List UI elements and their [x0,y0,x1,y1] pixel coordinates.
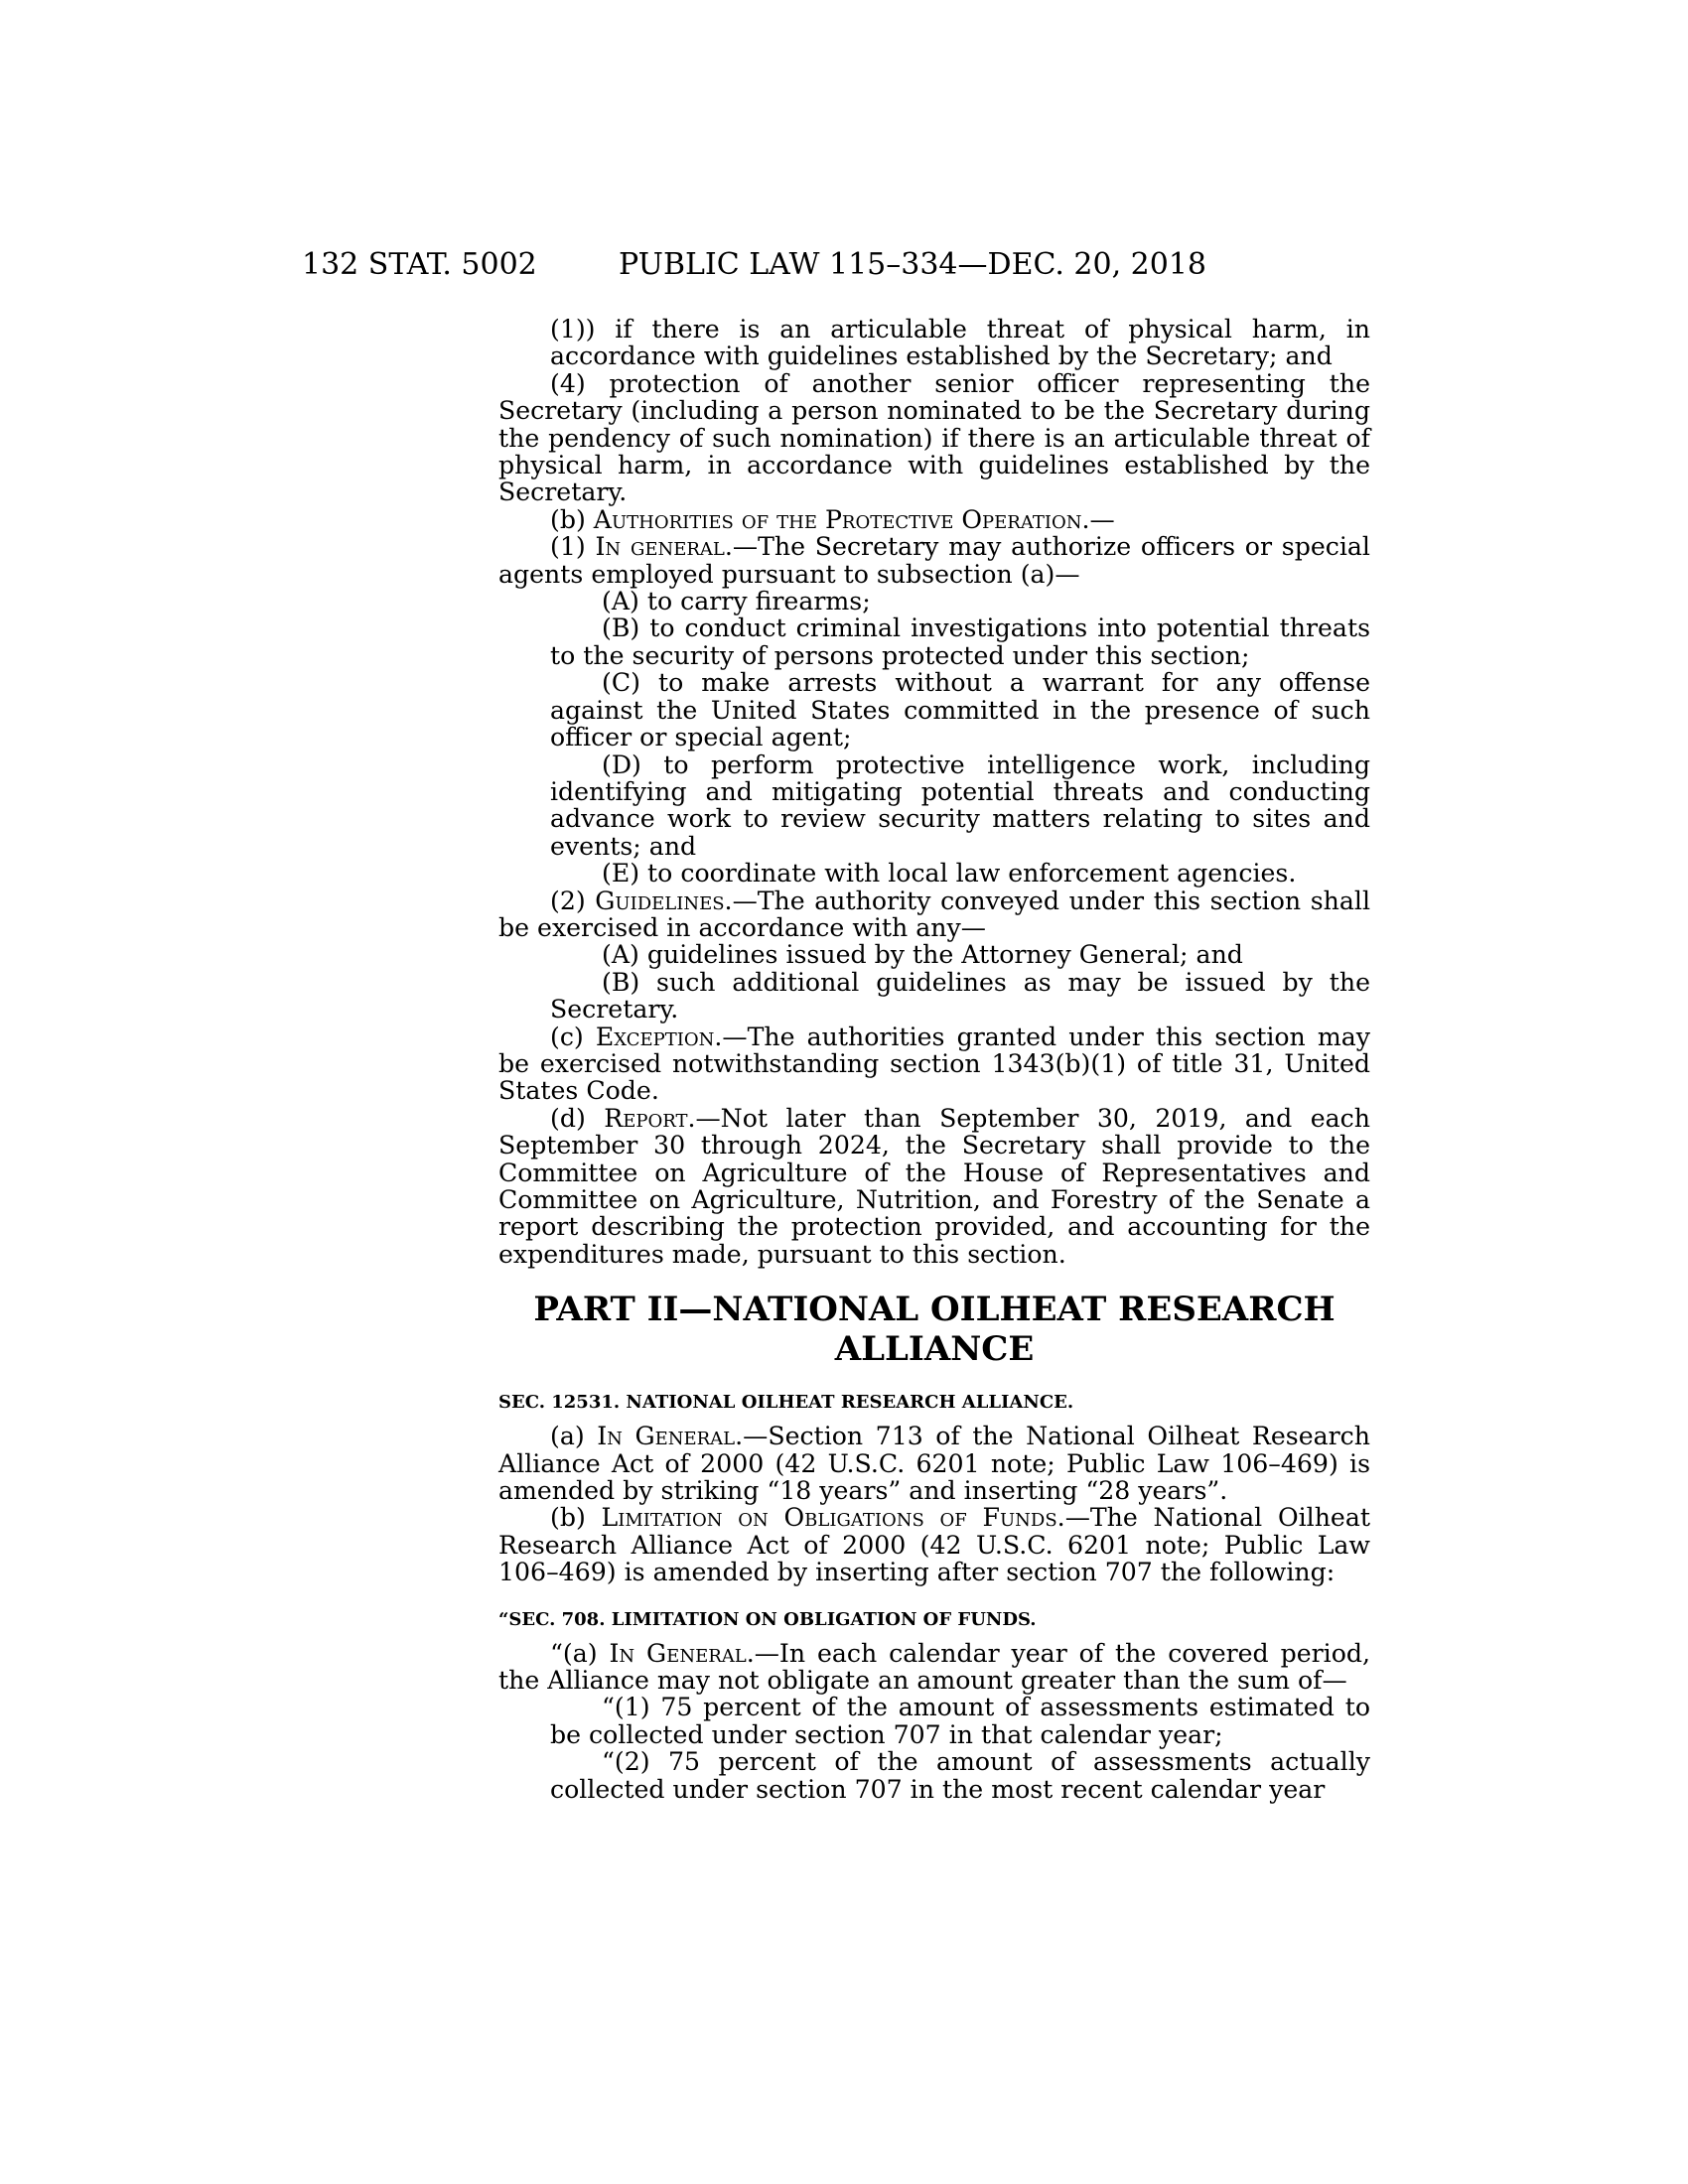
list-item: “(2) 75 percent of the amount of assessments actually collected under section 707 in the most recent calendar year [550,1747,1370,1804]
list-item: “(1) 75 percent of the amount of assessments estimated to be collected under section 707 in that calendar year; [550,1693,1370,1749]
paragraph: (2) Guidelines.—The authority conveyed under this section shall be exercised in accordance with any— [498,886,1370,942]
section-heading: “SEC. 708. LIMITATION ON OBLIGATION OF FUNDS. [498,1608,1037,1630]
list-item: (B) to conduct criminal investigations into potential threats to the security of persons protected under this section; [550,614,1370,670]
paragraph: (4) protection of another senior officer representing the Secretary (including a person nominated to be the Secretary during the pendency of such nomination) if there is an articulable threat of physical harm, in accordance with guidelines established by the Secretary. [498,368,1370,507]
subsection-heading: (b) Authorities of the Protective Operation.— [550,504,1115,534]
list-item: (B) such additional guidelines as may be issued by the Secretary. [550,967,1370,1024]
part-title: PART II—NATIONAL OILHEAT RESEARCH ALLIANCE [533,1290,1336,1370]
paragraph: (b) Limitation on Obligations of Funds.—The National Oilheat Research Alliance Act of 2000 (42 U.S.C. 6201 note; Public Law 106–469) is amended by inserting after section 707 the following: [498,1503,1370,1587]
paragraph: (d) Report.—Not later than September 30, 2019, and each September 30 through 2024, the Secretary shall provide to the Committee on Agriculture of the House of Representatives and Committee on Agriculture, Nutrition, and Forestry of the Senate a report describing the protection provided, and accounting for the expenditures made, pursuant to this section. [498,1103,1370,1269]
document-body [498,316,1370,1803]
section-heading: SEC. 12531. NATIONAL OILHEAT RESEARCH ALLIANCE. [498,1392,1074,1414]
page-reference: 132 STAT. 5002 [302,247,537,282]
list-item: (A) guidelines issued by the Attorney General; and [602,940,1243,970]
paragraph: “(a) In General.—In each calendar year of the covered period, the Alliance may not obligate an amount greater than the sum of— [498,1638,1370,1696]
list-item: (C) to make arrests without a warrant for any offense against the United States committed in the presence of such officer or special agent; [550,668,1370,752]
list-item: (E) to coordinate with local law enforcement agencies. [602,859,1297,888]
running-header: PUBLIC LAW 115–334—DEC. 20, 2018 [619,247,1207,282]
list-item: (A) to carry firearms; [602,587,871,616]
paragraph: (a) In General.—Section 713 of the National Oilheat Research Alliance Act of 2000 (42 U.S.C. 6201 note; Public Law 106–469) is amended by striking “18 years” and inserting “28 years”. [498,1422,1370,1506]
paragraph: (1)) if there is an articulable threat of physical harm, in accordance with guidelines established by the Secretary; and [550,315,1370,371]
list-item: (D) to perform protective intelligence work, including identifying and mitigating potential threats and conducting advance work to review security matters relating to sites and events; and [550,750,1370,861]
paragraph: (1) In general.—The Secretary may authorize officers or special agents employed pursuant to subsection (a)— [498,532,1370,589]
paragraph: (c) Exception.—The authorities granted under this section may be exercised notwithstanding section 1343(b)(1) of title 31, United States Code. [498,1022,1370,1106]
